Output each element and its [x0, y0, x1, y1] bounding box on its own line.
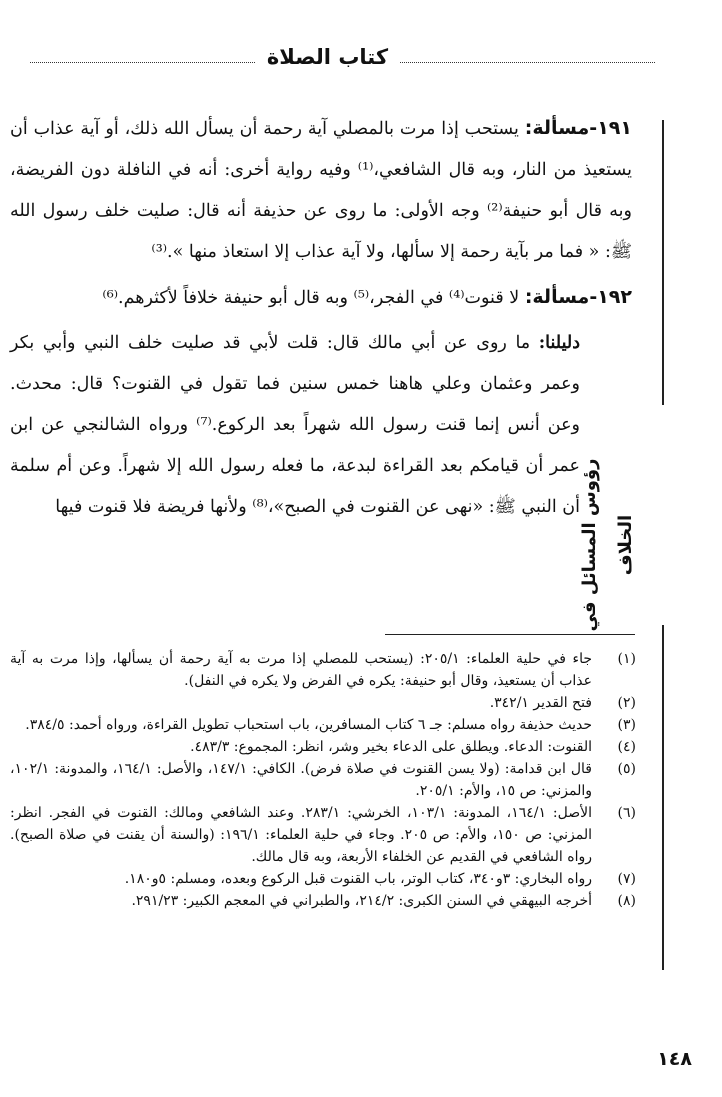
- footnote-number: (٧): [617, 871, 636, 887]
- issue-label: مسألة:: [524, 286, 590, 308]
- header-rule-left: [30, 62, 255, 63]
- evidence-paragraph: [10, 323, 632, 528]
- footnote-number: (٣): [617, 717, 636, 733]
- footnote-number: (١): [617, 651, 636, 667]
- footnote-text: جاء في حلية العلماء: ٢٠٥/١: (يستحب للمصلي إذا مرت به آية رحمة أن يسألها، وإذا مرت به آية عذاب أن يستعيذ، وقال أبو حنيفة: يكره في الفرض ولا يكره في النفل).: [10, 651, 592, 689]
- footnote-text: قال ابن قدامة: (ولا يسن القنوت في صلاة فرض). الكافي: ١٤٧/١، والأصل: ١٦٤/١، والمدونة: ١٠٢/١، والمزني: ص ١٥، والأم: ٢٠٥/١.: [10, 761, 592, 799]
- footnote: [10, 736, 636, 758]
- side-rule-top: [662, 120, 664, 405]
- footnote-text: القنوت: الدعاء. ويطلق على الدعاء بخير وشر، انظر: المجموع: ٤٨٣/٣.: [190, 739, 592, 755]
- footnote-number: (٥): [617, 761, 636, 777]
- issue-label: مسألة:: [524, 117, 590, 139]
- issue-191: ١٩١-مسألة: يستحب إذا مرت بالمصلي آية رحمة أن يسأل الله ذلك، أو آية عذاب أن يستعيذ من النار، وبه قال الشافعي،⁽¹⁾ وفيه رواية أخرى: أنه في النافلة دون الفريضة، وبه قال أبو حنيفة⁽²⁾ وجه الأولى: ما روى عن حذيفة أنه قال: صليت خلف رسول الله ﷺ: « فما مر بآية رحمة إلا سألها، ولا آية عذاب إلا استعاذ منها ».⁽³⁾: [10, 117, 632, 262]
- footnote: [10, 890, 636, 912]
- issue-number: ١٩١: [597, 117, 632, 139]
- side-running-title: رؤوس المسائل في الخلاف: [579, 458, 636, 632]
- footnote-text: رواه البخاري: ٣و٣٤٠، كتاب الوتر، باب القنوت قبل الركوع وبعده، ومسلم: ٥و١٨٠.: [124, 871, 592, 887]
- evidence-text: ما روى عن أبي مالك قال: قلت لأبي قد صليت خلف النبي وأبي بكر وعمر وعثمان وعلي هاهنا خمس سنين فما تقول في القنوت؟ قال: محدث. وعن أنس إنما قنت رسول الله شهراً بعد الركوع.⁽⁷⁾ ورواه الشالنجي عن ابن عمر أن قيامكم بعد القراءة لبدعة، ما فعله رسول الله إلا شهراً. وعن أم سلمة أن النبي ﷺ: «نهى عن القنوت في الصبح»،⁽⁸⁾ ولأنها فريضة فلا قنوت فيها: [10, 333, 580, 517]
- footnote: [10, 802, 636, 868]
- main-text: [10, 108, 632, 532]
- footnote-number: (٤): [617, 739, 636, 755]
- footnote: [10, 648, 636, 692]
- footnote-separator: [385, 634, 635, 635]
- footnote: [10, 868, 636, 890]
- footnote: [10, 758, 636, 802]
- footnote: [10, 714, 636, 736]
- page-header-title: كتاب الصلاة: [266, 45, 389, 69]
- footnote-text: فتح القدير ٣٤٢/١.: [489, 695, 592, 711]
- footnote-number: (٨): [617, 893, 636, 909]
- footnote-number: (٦): [617, 805, 636, 821]
- footnote-text: أخرجه البيهقي في السنن الكبرى: ٢١٤/٢، والطبراني في المعجم الكبير: ٢٩١/٢٣.: [131, 893, 592, 909]
- footnote: [10, 692, 636, 714]
- footnotes: [10, 648, 636, 912]
- footnote-number: (٢): [617, 695, 636, 711]
- issue-text: لا قنوت⁽⁴⁾ في الفجر،⁽⁵⁾ وبه قال أبو حنيفة خلافاً لأكثرهم.⁽⁶⁾: [102, 288, 520, 308]
- issue-text: يستحب إذا مرت بالمصلي آية رحمة أن يسأل الله ذلك، أو آية عذاب أن يستعيذ من النار، وبه قال الشافعي،⁽¹⁾ وفيه رواية أخرى: أنه في النافلة دون الفريضة، وبه قال أبو حنيفة⁽²⁾ وجه الأولى: ما روى عن حذيفة أنه قال: صليت خلف رسول الله ﷺ: « فما مر بآية رحمة إلا سألها، ولا آية عذاب إلا استعاذ منها ».⁽³⁾: [10, 119, 632, 262]
- side-rule-bottom: [662, 625, 664, 970]
- footnote-text: حديث حذيفة رواه مسلم: جـ ٦ كتاب المسافرين، باب استحباب تطويل القراءة، ورواه أحمد: ٣٨٤/٥.: [25, 717, 592, 733]
- issue-number: ١٩٢: [597, 286, 632, 308]
- header-rule-right: [400, 62, 655, 63]
- evidence-label: دليلنا:: [538, 333, 580, 353]
- page-number: ١٤٨: [657, 1048, 692, 1070]
- footnote-text: الأصل: ١٦٤/١، المدونة: ١٠٣/١، الخرشي: ٢٨٣/١. وعند الشافعي ومالك: القنوت في الفجر. انظر: المزني: ص ١٥٠، والأم: ص ٢٠٥. وجاء في حلية العلماء: ١٩٦/١: (والسنة أن يقنت في صلاة الصبح). رواه الشافعي في القديم عن الخلفاء الأربعة، وبه قال مالك.: [10, 805, 593, 865]
- issue-192: ١٩٢-مسألة: لا قنوت⁽⁴⁾ في الفجر،⁽⁵⁾ وبه قال أبو حنيفة خلافاً لأكثرهم.⁽⁶⁾: [102, 286, 632, 308]
